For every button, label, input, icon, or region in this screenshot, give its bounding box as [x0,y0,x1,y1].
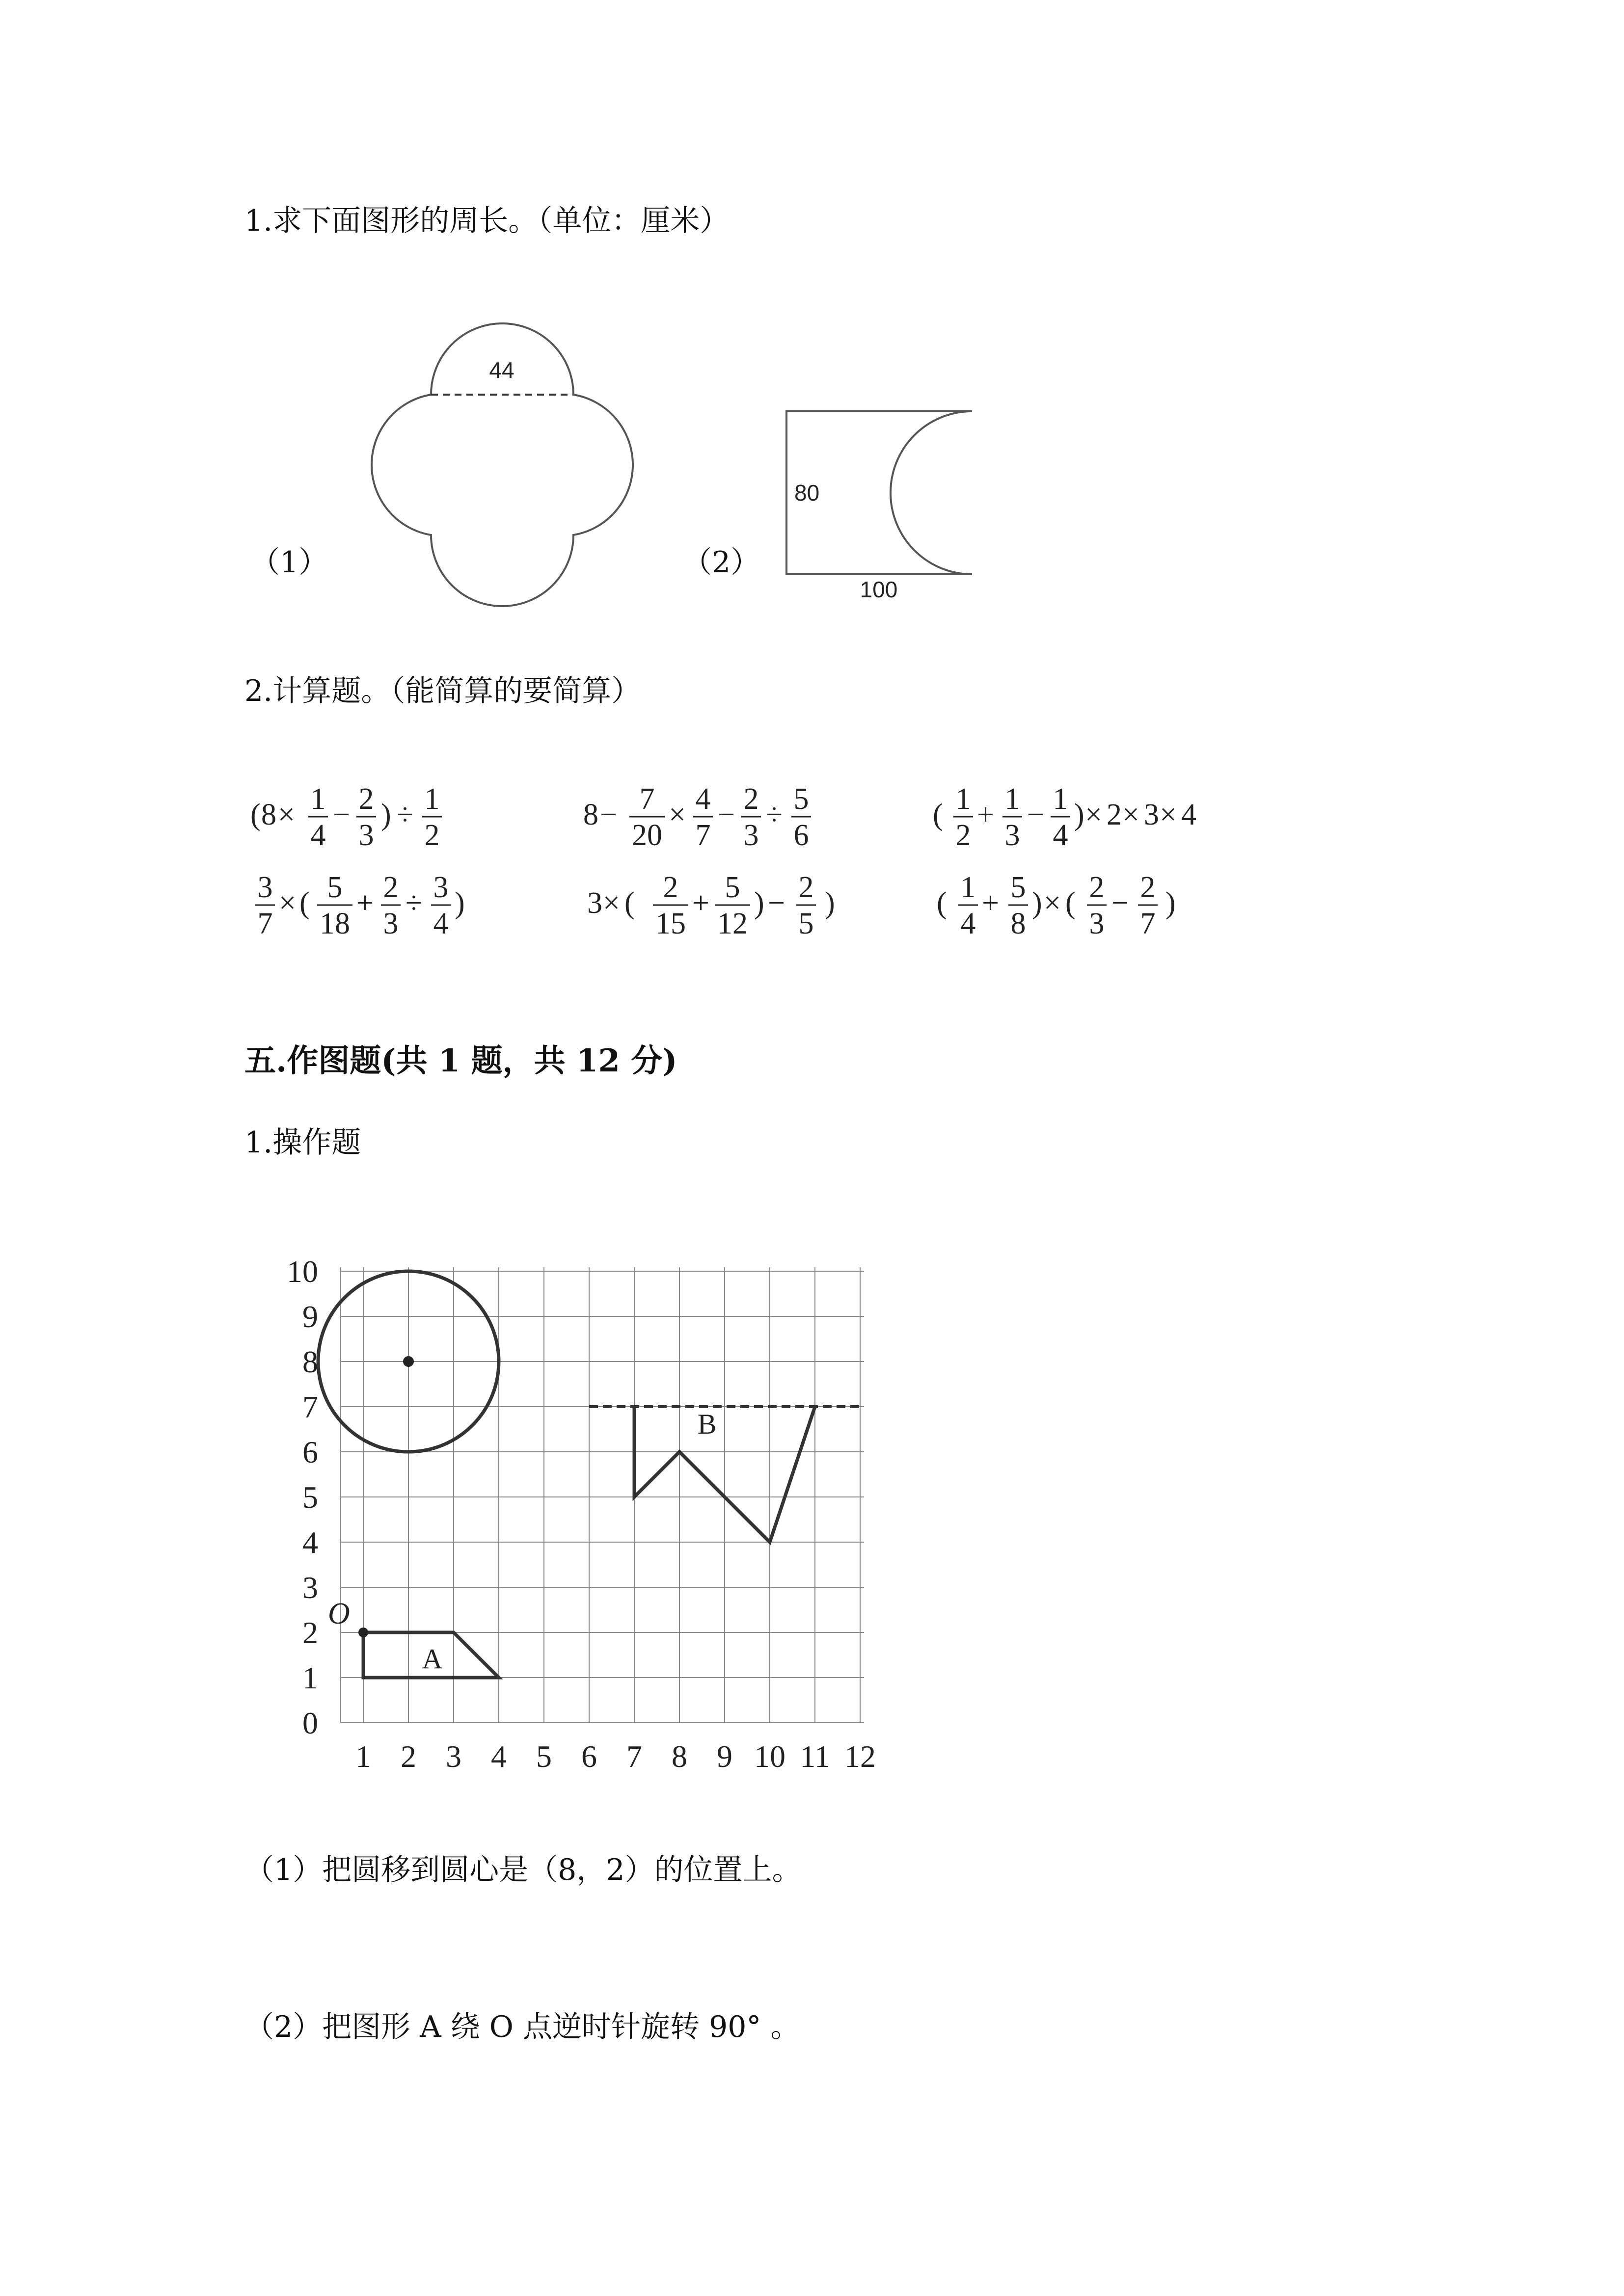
op: ( [933,798,943,831]
frac-num: 1 [424,782,440,816]
frac-den: 6 [793,819,809,852]
expr-5 [587,871,835,940]
fig2-bottom-length: 100 [860,577,898,602]
op: ) [1074,798,1084,831]
y-tick-label: 9 [302,1299,318,1334]
y-tick-label: 2 [302,1615,318,1650]
x-tick-label: 11 [800,1739,830,1774]
frac-num: 2 [798,871,814,904]
frac-num: 1 [955,782,971,816]
op: + [356,886,374,920]
frac-den: 2 [424,819,440,852]
op: + [982,886,999,920]
frac-num: 1 [1053,782,1068,816]
y-tick-label: 7 [302,1389,318,1424]
frac-den: 2 [955,819,971,852]
frac-num: 1 [1004,782,1020,816]
q1-title: 1.求下面图形的周长。（单位：厘米） [244,204,730,238]
origin-label: O [328,1597,350,1630]
frac-num: 3 [433,871,449,904]
frac-num: 7 [639,782,655,816]
frac-num: 2 [383,871,399,904]
frac-num: 5 [327,871,343,904]
op: ) [1032,886,1042,920]
section5-heading: 五.作图题(共 1 题，共 12 分) [244,1042,677,1079]
op: × [1044,886,1061,920]
op: − [718,798,735,831]
frac-den: 7 [257,907,273,940]
frac-num: 2 [743,782,759,816]
op: ) [754,886,764,920]
circle-center-dot [403,1356,414,1367]
frac-den: 3 [1004,819,1020,852]
frac-den: 3 [358,819,374,852]
op: − [1111,886,1129,920]
op: − [600,798,617,831]
op: ÷ [406,886,423,920]
x-tick-label: 12 [844,1739,876,1774]
frac-num: 1 [310,782,326,816]
frac-den: 7 [695,819,711,852]
op: × [669,798,686,831]
x-tick-label: 4 [491,1739,507,1774]
frac-den: 3 [383,907,399,940]
y-tick-label: 0 [302,1706,318,1740]
op: ( [624,886,635,920]
y-tick-label: 8 [302,1344,318,1379]
frac-num: 1 [960,871,976,904]
op: + [692,886,709,920]
frac-num: 5 [1010,871,1026,904]
frac-den: 8 [1010,907,1026,940]
x-tick-label: 7 [626,1739,642,1774]
frac-den: 4 [310,819,326,852]
op: × [1160,798,1177,831]
expr-1 [250,782,442,852]
frac-den: 3 [1089,907,1105,940]
x-tick-label: 10 [754,1739,785,1774]
x-tick-label: 5 [536,1739,552,1774]
axis-tick-labels [287,1254,876,1774]
x-tick-label: 1 [355,1739,371,1774]
op: − [768,886,785,920]
frac-den: 7 [1140,907,1156,940]
frac-den: 18 [320,907,350,940]
op: ) [1165,886,1176,920]
frac-num: 2 [358,782,374,816]
op: ( [1065,886,1076,920]
x-tick-label: 9 [717,1739,732,1774]
fig1-dimension: 44 [489,357,514,383]
y-tick-label: 1 [302,1660,318,1695]
task-2-text: （2）把图形 A 绕 O 点逆时针旋转 90° 。 [244,2010,800,2044]
frac-num: 3 [257,871,273,904]
frac-num: 2 [1089,871,1105,904]
fig1-label: （1） [250,545,328,580]
x-tick-label: 8 [672,1739,687,1774]
expr-3 [933,782,1196,852]
frac-den: 12 [717,907,748,940]
frac-den: 15 [655,907,686,940]
op: ( [299,886,310,920]
section5-q1-title: 1.操作题 [244,1125,361,1160]
op: ) [455,886,465,920]
op: ÷ [397,798,414,831]
expr-2 [583,782,811,852]
y-tick-label: 10 [287,1254,318,1289]
fig2-label: （2） [682,545,760,580]
op: × [1122,798,1139,831]
expr-6 [937,871,1176,940]
num: 3 [1144,798,1159,831]
y-tick-label: 5 [302,1480,318,1515]
shape-b-label: B [697,1408,717,1441]
fig2-side-length: 80 [794,480,820,506]
frac-num: 4 [695,782,711,816]
op: − [333,798,350,831]
origin-point-dot [358,1628,368,1637]
coordinate-grid-figure [245,1227,903,1774]
q2-title: 2.计算题。（能简算的要简算） [244,674,641,708]
frac-num: 5 [725,871,740,904]
calc-expressions [0,766,1624,962]
figure-2-rect-with-arc [781,402,1006,618]
frac-den: 20 [632,819,662,852]
op: ( [937,886,947,920]
op: ) [381,798,391,831]
x-tick-label: 2 [401,1739,416,1774]
frac-den: 4 [1053,819,1068,852]
y-tick-label: 4 [302,1525,318,1560]
op: + [977,798,994,831]
num: 8 [583,798,598,831]
op: ) [825,886,835,920]
num: 3 [587,886,602,920]
op: × [279,886,296,920]
frac-den: 5 [798,907,814,940]
frac-den: 3 [743,819,759,852]
op: ( [250,798,261,831]
op: × [603,886,620,920]
num: 2 [1107,798,1122,831]
op: ÷ [766,798,783,831]
x-tick-label: 3 [446,1739,461,1774]
shape-a-label: A [422,1643,443,1675]
num: 4 [1181,798,1196,831]
op: × [1085,798,1102,831]
frac-num: 2 [663,871,678,904]
frac-num: 2 [1140,871,1156,904]
expr-4 [255,871,465,940]
x-tick-label: 6 [581,1739,597,1774]
y-tick-label: 3 [302,1570,318,1605]
y-tick-label: 6 [302,1435,318,1469]
frac-den: 4 [960,907,976,940]
frac-num: 5 [793,782,809,816]
op: × [278,798,295,831]
op: − [1027,798,1044,831]
frac-den: 4 [433,907,449,940]
figure-1-four-arc-shape [344,314,658,618]
task-1-text: （1）把圆移到圆心是（8，2）的位置上。 [244,1853,802,1887]
num: 8 [261,798,276,831]
